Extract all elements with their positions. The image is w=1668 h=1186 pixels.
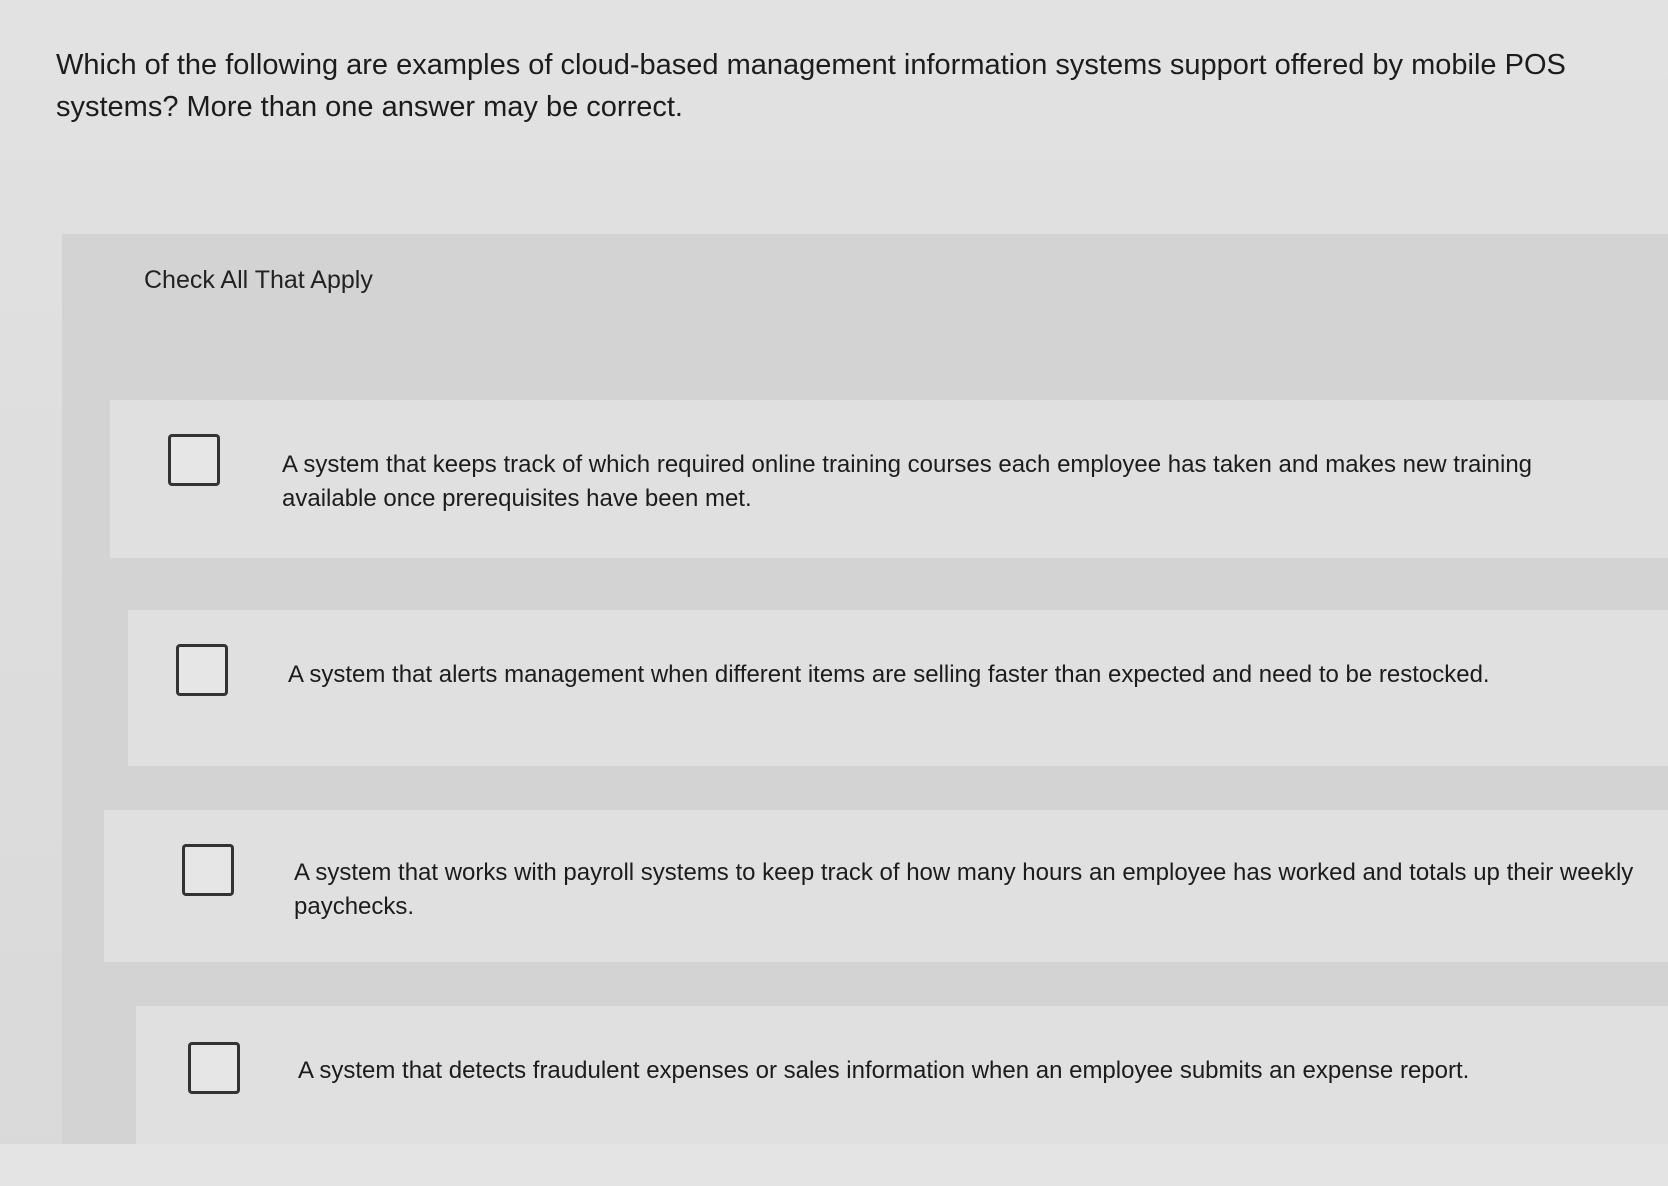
option-1-text: A system that keeps track of which required online training courses each employee has taken and makes new training available once prerequisites have been met. — [282, 451, 1533, 512]
bottom-strip — [0, 1144, 1668, 1186]
checkbox-option-4[interactable] — [188, 1042, 240, 1094]
option-4-text: A system that detects fraudulent expenses or sales information when an employee submits an expense report. — [298, 1057, 1470, 1084]
question-text: Which of the following are examples of cloud-based management information systems support offered by mobile POS systems? More than one answer may be correct. — [56, 49, 1566, 123]
answer-option-4[interactable] — [136, 1006, 1668, 1144]
answer-option-1[interactable] — [110, 400, 1668, 558]
option-3-text: A system that works with payroll systems to keep track of how many hours an employee has worked and totals up their weekly paychecks. — [294, 859, 1634, 920]
answer-option-3[interactable] — [104, 810, 1668, 962]
checkbox-option-2[interactable] — [176, 644, 228, 696]
checkbox-option-1[interactable] — [168, 434, 220, 486]
check-all-instruction: Check All That Apply — [144, 266, 373, 294]
option-2-text: A system that alerts management when different items are selling faster than expected and need to be restocked. — [288, 661, 1490, 688]
checkbox-option-3[interactable] — [182, 844, 234, 896]
answer-option-2[interactable] — [128, 610, 1668, 766]
